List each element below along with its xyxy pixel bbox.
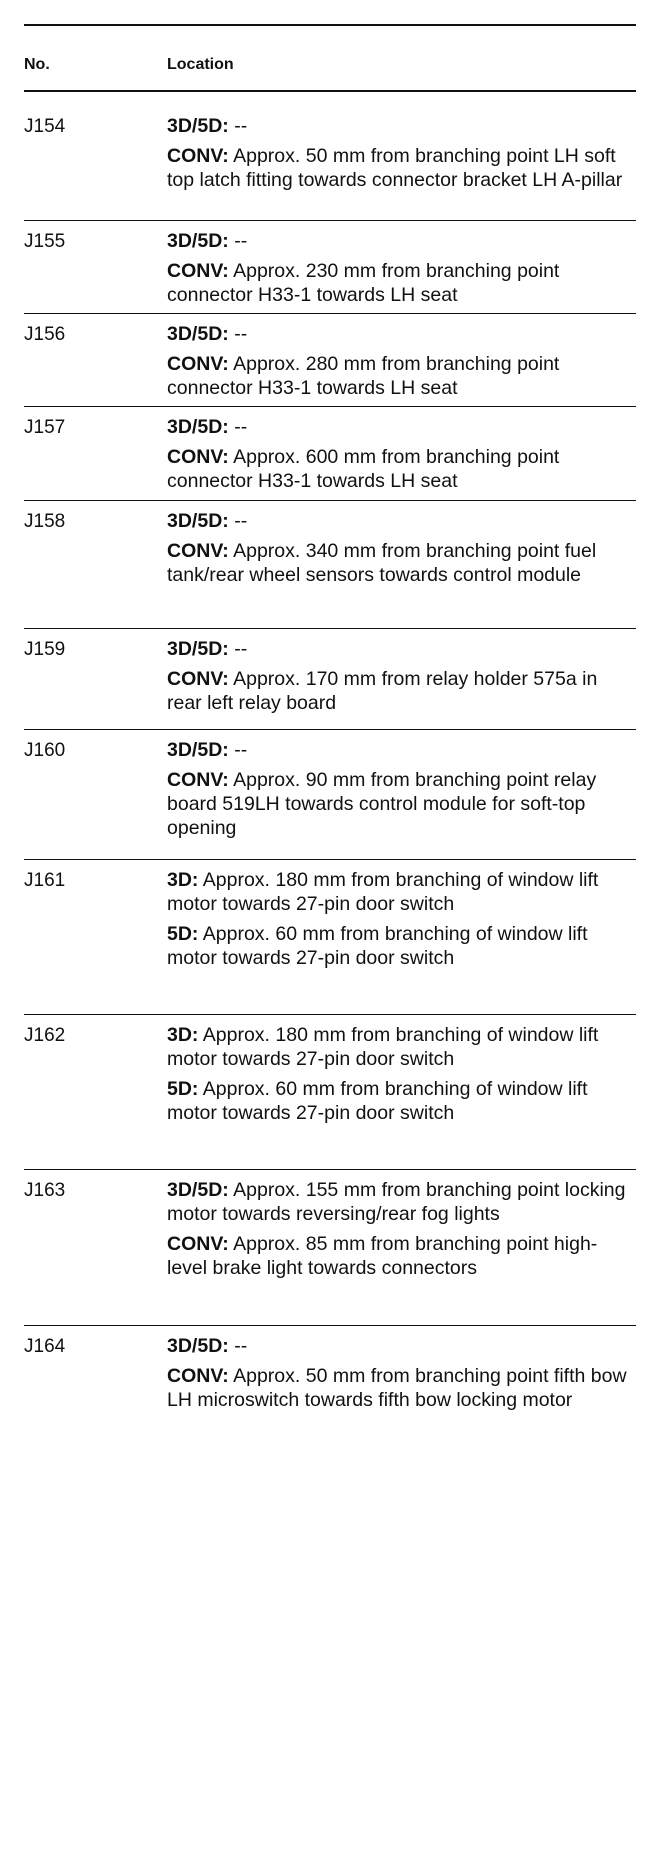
location-text: -- <box>228 115 248 137</box>
row-location <box>167 1023 640 1169</box>
variant-label: CONV: <box>167 540 229 562</box>
location-entry <box>167 667 636 715</box>
variant-label: CONV: <box>167 1233 229 1255</box>
table-row <box>24 313 636 406</box>
variant-label: 3D/5D: <box>167 323 229 345</box>
variant-label: CONV: <box>167 145 229 167</box>
row-location <box>167 509 640 628</box>
table-body <box>24 92 636 1445</box>
location-entry <box>167 144 636 192</box>
row-location <box>167 738 640 859</box>
row-location <box>167 1178 640 1325</box>
table-row <box>24 500 636 628</box>
variant-label: 3D/5D: <box>167 1179 229 1201</box>
table-row <box>24 1325 636 1445</box>
location-entry <box>167 1364 636 1412</box>
variant-label: 5D: <box>167 923 199 945</box>
row-location <box>167 229 640 313</box>
variant-label: 3D/5D: <box>167 230 229 252</box>
row-location <box>167 1334 640 1445</box>
location-entry <box>167 322 636 346</box>
header-location: Location <box>167 56 234 73</box>
row-number: J164 <box>24 1336 66 1357</box>
row-location <box>167 322 640 406</box>
row-number: J159 <box>24 639 66 660</box>
location-entry <box>167 114 636 138</box>
variant-label: CONV: <box>167 769 229 791</box>
table-row <box>24 92 636 220</box>
row-number: J158 <box>24 511 66 532</box>
location-entry <box>167 415 636 439</box>
location-entry <box>167 445 636 493</box>
variant-label: 3D/5D: <box>167 416 229 438</box>
location-text: Approx. 600 mm from branching point connector H33-1 towards LH seat <box>167 446 560 492</box>
row-location <box>167 868 640 1014</box>
location-text: -- <box>228 739 248 761</box>
location-entry <box>167 1077 636 1125</box>
row-number: J156 <box>24 324 66 345</box>
location-text: Approx. 90 mm from branching point relay board 519LH towards control module for soft-top opening <box>167 769 597 839</box>
table-row <box>24 1169 636 1325</box>
location-text: Approx. 85 mm from branching point high-level brake light towards connectors <box>167 1233 598 1279</box>
location-text: -- <box>228 323 248 345</box>
variant-label: CONV: <box>167 668 229 690</box>
row-number: J155 <box>24 231 66 252</box>
location-entry <box>167 868 636 916</box>
location-entry <box>167 509 636 533</box>
table-row <box>24 220 636 313</box>
location-text: Approx. 155 mm from branching point locking motor towards reversing/rear fog lights <box>167 1179 626 1225</box>
row-number: J161 <box>24 870 66 891</box>
header-no: No. <box>24 56 50 73</box>
variant-label: CONV: <box>167 446 229 468</box>
location-text: Approx. 50 mm from branching point LH soft top latch fitting towards connector bracket LH A-pillar <box>167 145 623 191</box>
location-text: Approx. 230 mm from branching point connector H33-1 towards LH seat <box>167 260 560 306</box>
location-text: Approx. 170 mm from relay holder 575a in rear left relay board <box>167 668 598 714</box>
table-row <box>24 628 636 729</box>
location-entry <box>167 738 636 762</box>
variant-label: 3D/5D: <box>167 638 229 660</box>
variant-label: 3D: <box>167 1024 199 1046</box>
variant-label: CONV: <box>167 1365 229 1387</box>
location-text: Approx. 50 mm from branching point fifth bow LH microswitch towards fifth bow locking motor <box>167 1365 627 1411</box>
location-entry <box>167 539 636 587</box>
row-number: J160 <box>24 740 66 761</box>
variant-label: CONV: <box>167 260 229 282</box>
row-number: J162 <box>24 1025 66 1046</box>
location-entry <box>167 259 636 307</box>
location-entry <box>167 637 636 661</box>
location-entry <box>167 1334 636 1358</box>
variant-label: 3D/5D: <box>167 510 229 532</box>
table-row <box>24 859 636 1014</box>
row-number: J154 <box>24 116 66 137</box>
row-location <box>167 637 640 729</box>
variant-label: 3D/5D: <box>167 1335 229 1357</box>
row-number: J157 <box>24 417 66 438</box>
variant-label: 3D/5D: <box>167 739 229 761</box>
location-entry <box>167 922 636 970</box>
location-text: Approx. 60 mm from branching of window lift motor towards 27-pin door switch <box>167 1078 588 1124</box>
location-text: -- <box>228 638 248 660</box>
location-text: Approx. 340 mm from branching point fuel tank/rear wheel sensors towards control module <box>167 540 597 586</box>
location-text: -- <box>228 1335 248 1357</box>
location-text: -- <box>228 230 248 252</box>
variant-label: 3D/5D: <box>167 115 229 137</box>
table-row <box>24 729 636 859</box>
location-text: Approx. 180 mm from branching of window lift motor towards 27-pin door switch <box>167 1024 599 1070</box>
row-number: J163 <box>24 1180 66 1201</box>
variant-label: 5D: <box>167 1078 199 1100</box>
location-entry <box>167 1232 636 1280</box>
location-entry <box>167 1178 636 1226</box>
location-text: -- <box>228 416 248 438</box>
location-text: Approx. 280 mm from branching point connector H33-1 towards LH seat <box>167 353 560 399</box>
row-location <box>167 114 640 220</box>
variant-label: CONV: <box>167 353 229 375</box>
location-entry <box>167 352 636 400</box>
row-location <box>167 415 640 500</box>
table-row <box>24 406 636 500</box>
table-row <box>24 1014 636 1169</box>
variant-label: 3D: <box>167 869 199 891</box>
location-text: Approx. 180 mm from branching of window lift motor towards 27-pin door switch <box>167 869 599 915</box>
location-entry <box>167 768 636 840</box>
table-header <box>24 24 636 92</box>
location-text: -- <box>228 510 248 532</box>
location-entry <box>167 229 636 253</box>
location-entry <box>167 1023 636 1071</box>
location-table <box>24 0 636 1445</box>
location-text: Approx. 60 mm from branching of window lift motor towards 27-pin door switch <box>167 923 588 969</box>
